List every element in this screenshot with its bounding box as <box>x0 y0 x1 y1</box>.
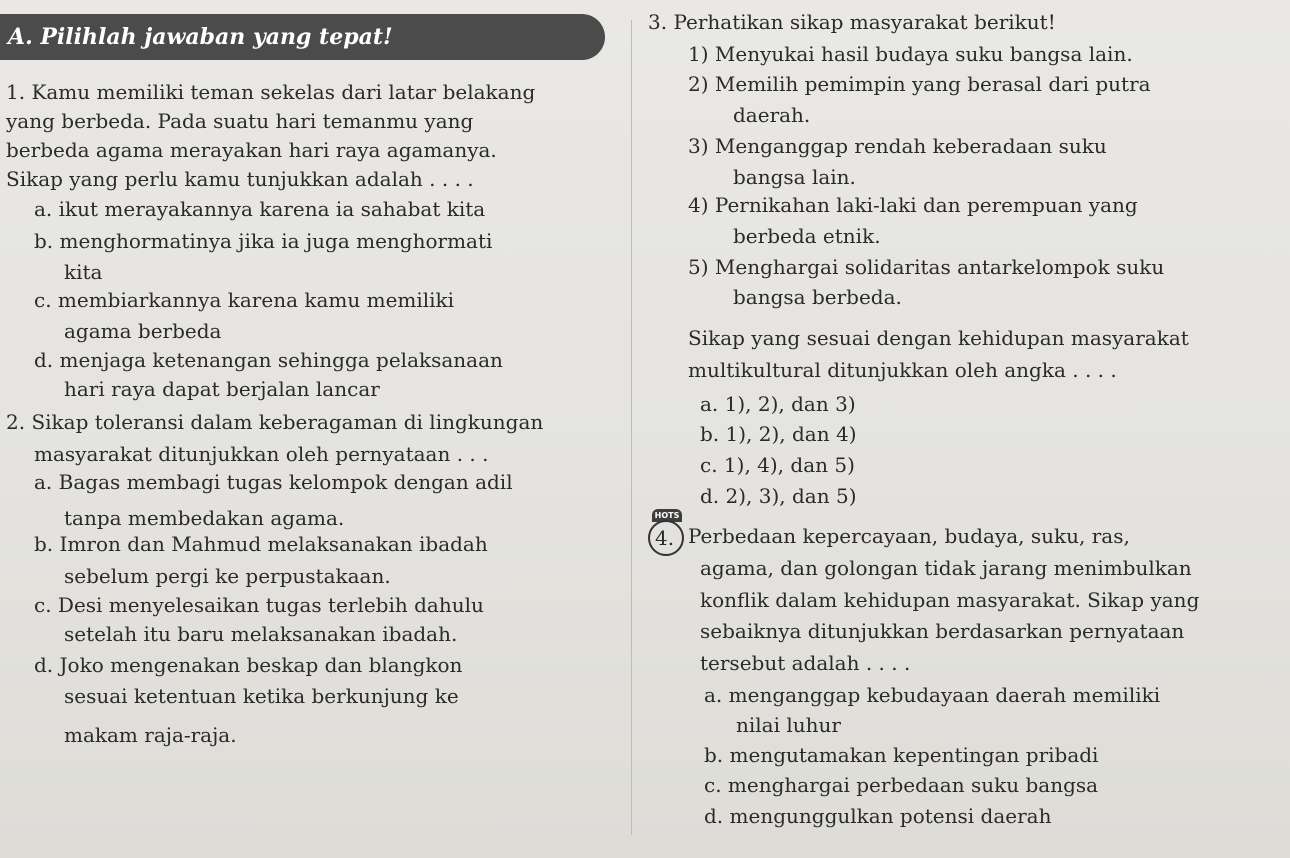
q2-option-b-cont: sebelum pergi ke perpustakaan. <box>64 564 391 588</box>
q3-item-1: 1) Menyukai hasil budaya suku bangsa lain. <box>688 42 1133 66</box>
q4-line-4: sebaiknya ditunjukkan berdasarkan pernyataan <box>700 619 1185 643</box>
q1-line-4: Sikap yang perlu kamu tunjukkan adalah . . . . <box>6 167 474 191</box>
q3-item-4: 4) Pernikahan laki-laki dan perempuan yang <box>688 193 1138 217</box>
q4-option-a: a. menganggap kebudayaan daerah memiliki <box>704 683 1161 707</box>
q2-option-d-cont-2: makam raja-raja. <box>64 723 237 747</box>
hots-badge: HOTS <box>652 509 682 522</box>
q3-option-c: c. 1), 4), dan 5) <box>700 453 855 477</box>
q2-option-d-cont-1: sesuai ketentuan ketika berkunjung ke <box>64 684 459 708</box>
q3-question-2: multikultural ditunjukkan oleh angka . . . . <box>688 358 1117 382</box>
q4-line-5: tersebut adalah . . . . <box>700 651 911 675</box>
q2-line-1: 2. Sikap toleransi dalam keberagaman di lingkungan <box>6 410 544 434</box>
q3-option-d: d. 2), 3), dan 5) <box>700 484 857 508</box>
q4-line-2: agama, dan golongan tidak jarang menimbulkan <box>700 556 1192 580</box>
q3-item-5-cont: bangsa berbeda. <box>733 285 902 309</box>
q1-line-1: 1. Kamu memiliki teman sekelas dari latar belakang <box>6 80 536 104</box>
q3-item-2-cont: daerah. <box>733 103 811 127</box>
q1-option-d: d. menjaga ketenangan sehingga pelaksanaan <box>34 348 503 372</box>
q3-item-2: 2) Memilih pemimpin yang berasal dari putra <box>688 72 1151 96</box>
q3-option-b: b. 1), 2), dan 4) <box>700 422 857 446</box>
q3-item-5: 5) Menghargai solidaritas antarkelompok suku <box>688 255 1165 279</box>
q1-option-b: b. menghormatinya jika ia juga menghormati <box>34 229 493 253</box>
q2-option-d: d. Joko mengenakan beskap dan blangkon <box>34 653 463 677</box>
section-title: A. Pilihlah jawaban yang tepat! <box>8 24 393 50</box>
q2-option-c-cont: setelah itu baru melaksanakan ibadah. <box>64 622 458 646</box>
q1-option-c-cont: agama berbeda <box>64 319 222 343</box>
q4-line-1: Perbedaan kepercayaan, budaya, suku, ras, <box>688 524 1130 548</box>
q2-option-c: c. Desi menyelesaikan tugas terlebih dahulu <box>34 593 484 617</box>
q3-item-3: 3) Menganggap rendah keberadaan suku <box>688 134 1107 158</box>
q1-option-c: c. membiarkannya karena kamu memiliki <box>34 288 455 312</box>
q1-line-2: yang berbeda. Pada suatu hari temanmu yang <box>6 109 474 133</box>
q4-option-d: d. mengunggulkan potensi daerah <box>704 804 1052 828</box>
q1-option-d-cont: hari raya dapat berjalan lancar <box>64 377 380 401</box>
q2-option-a-cont: tanpa membedakan agama. <box>64 506 345 530</box>
column-divider <box>631 20 632 835</box>
q4-number: 4. <box>655 526 675 550</box>
q3-question-1: Sikap yang sesuai dengan kehidupan masyarakat <box>688 326 1189 350</box>
q2-option-a: a. Bagas membagi tugas kelompok dengan adil <box>34 470 513 494</box>
q4-option-a-cont: nilai luhur <box>736 713 841 737</box>
q4-option-c: c. menghargai perbedaan suku bangsa <box>704 773 1099 797</box>
q1-option-b-cont: kita <box>64 260 103 284</box>
q4-line-3: konflik dalam kehidupan masyarakat. Sikap yang <box>700 588 1200 612</box>
q2-line-2: masyarakat ditunjukkan oleh pernyataan . . . <box>34 442 489 466</box>
q3-item-4-cont: berbeda etnik. <box>733 224 881 248</box>
q3-line-1: 3. Perhatikan sikap masyarakat berikut! <box>648 10 1056 34</box>
q3-item-3-cont: bangsa lain. <box>733 165 856 189</box>
q1-option-a: a. ikut merayakannya karena ia sahabat kita <box>34 197 486 221</box>
q1-line-3: berbeda agama merayakan hari raya agamanya. <box>6 138 497 162</box>
q3-option-a: a. 1), 2), dan 3) <box>700 392 856 416</box>
q4-option-b: b. mengutamakan kepentingan pribadi <box>704 743 1099 767</box>
q2-option-b: b. Imron dan Mahmud melaksanakan ibadah <box>34 532 488 556</box>
